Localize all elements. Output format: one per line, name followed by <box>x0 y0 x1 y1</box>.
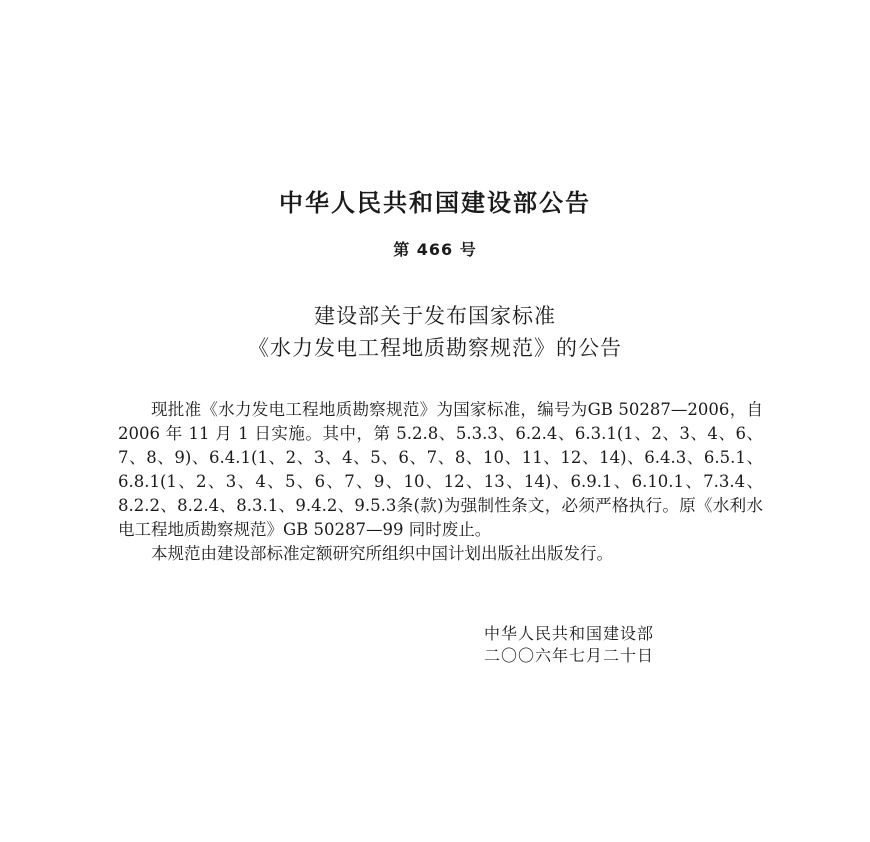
issue-date: 二〇〇六年七月二十日 <box>484 646 655 665</box>
notice-title: 中华人民共和国建设部公告 <box>279 189 591 217</box>
body-paragraph-1: 现批准《水力发电工程地质勘察规范》为国家标准，编号为GB 50287—2006，自 2006 年 11 月 1 日实施。其中，第 5.2.8、5.3.3、6.2.4、6.3.1(1、2、3、4、6、7、8、9)、6.4.1(1、2、3、4、5、6、7、8、10、11、12、14)、6.4.3、6.5.1、6.8.1(1、2、3、4、5、6、7、9、10、12、13、14)、6.9.1、6.10.1、7.3.4、8.2.2、8.2.4、8.3.1、9.4.2、9.5.3条(款)为强制性条文，必须严格执行。原《水利水电工程地质勘察规范》GB 50287—99 同时废止。 <box>118 400 763 539</box>
subtitle-line-2: 《水力发电工程地质勘察规范》的公告 <box>248 336 622 360</box>
notice-number: 第 466 号 <box>393 240 477 259</box>
issuer-signature: 中华人民共和国建设部 <box>484 624 655 643</box>
notice-subtitle <box>0 300 870 364</box>
body-paragraph-2: 本规范由建设部标准定额研究所组织中国计划出版社出版发行。 <box>151 544 613 563</box>
notice-body <box>118 398 763 566</box>
subtitle-line-1: 建设部关于发布国家标准 <box>314 304 556 328</box>
